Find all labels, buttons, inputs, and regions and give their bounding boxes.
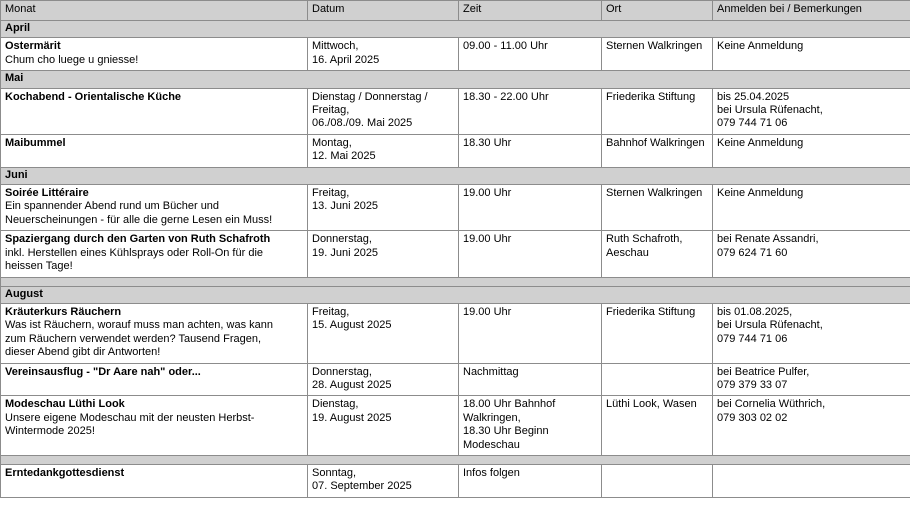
month-header-row [1, 21, 910, 38]
event-registration-cell-line: Keine Anmeldung [717, 136, 804, 149]
event-time-cell [459, 363, 602, 396]
event-description-line: Was ist Räuchern, worauf muss man achten, was kann [5, 319, 273, 332]
event-registration-cell-line: 079 744 71 06 [717, 117, 788, 130]
event-registration-cell-line: bei Cornelia Wüthrich, [717, 398, 826, 411]
event-date-cell-line: Sonntag, [312, 466, 357, 479]
column-header-anmeldung: Anmelden bei / Bemerkungen [713, 1, 910, 21]
event-time-cell [459, 88, 602, 134]
event-date-cell [308, 231, 459, 277]
event-date-cell [308, 38, 459, 71]
event-location-cell-line: Friederika Stiftung [606, 90, 696, 103]
table-row [1, 38, 910, 71]
column-header-datum: Datum [308, 1, 459, 21]
event-registration-cell-line: bei Beatrice Pulfer, [717, 365, 810, 378]
month-label: April [1, 21, 910, 38]
event-cell [1, 363, 308, 396]
event-cell [1, 185, 308, 231]
event-description-line: heissen Tage! [5, 260, 73, 273]
event-time-cell [459, 185, 602, 231]
event-location-cell [602, 134, 713, 167]
event-description-line: Chum cho luege u gniesse! [5, 53, 139, 66]
event-date-cell [308, 88, 459, 134]
event-location-cell [602, 38, 713, 71]
event-date-cell-line: Donnerstag, [312, 365, 372, 378]
event-registration-cell [713, 231, 910, 277]
event-date-cell-line: 28. August 2025 [312, 378, 392, 391]
month-label: Mai [1, 71, 910, 88]
event-title: Spaziergang durch den Garten von Ruth Schafroth [5, 233, 271, 246]
event-registration-cell-line: 079 303 02 02 [717, 411, 788, 424]
event-registration-cell-line: bis 01.08.2025, [717, 305, 793, 318]
event-location-cell [602, 464, 713, 497]
table-header [1, 1, 910, 21]
event-location-cell-line: Ruth Schafroth, [606, 233, 683, 246]
table-row [1, 185, 910, 231]
event-time-cell-line: 19.00 Uhr [463, 305, 512, 318]
column-header-ort: Ort [602, 1, 713, 21]
event-cell [1, 464, 308, 497]
event-time-cell-line: Modeschau [463, 438, 520, 451]
event-title: Soirée Littéraire [5, 187, 89, 200]
event-description-line: Wintermode 2025! [5, 425, 95, 438]
event-cell [1, 396, 308, 456]
event-registration-cell [713, 134, 910, 167]
event-registration-cell-line: 079 624 71 60 [717, 246, 788, 259]
spacer-cell [1, 455, 910, 464]
event-time-cell [459, 38, 602, 71]
event-registration-cell [713, 38, 910, 71]
spacer-row [1, 277, 910, 286]
event-date-cell-line: 06./08./09. Mai 2025 [312, 117, 413, 130]
event-time-cell-line: 19.00 Uhr [463, 233, 512, 246]
event-title: Ostermärit [5, 40, 61, 53]
event-location-cell [602, 231, 713, 277]
event-registration-cell [713, 185, 910, 231]
event-date-cell-line: 16. April 2025 [312, 53, 380, 66]
event-date-cell-line: Dienstag, [312, 398, 359, 411]
event-registration-cell-line: 079 744 71 06 [717, 332, 788, 345]
event-date-cell [308, 396, 459, 456]
event-time-cell-line: 19.00 Uhr [463, 187, 512, 200]
event-date-cell-line: Donnerstag, [312, 233, 372, 246]
event-registration-cell-line: Keine Anmeldung [717, 40, 804, 53]
event-date-cell-line: 13. Juni 2025 [312, 200, 379, 213]
event-location-cell [602, 88, 713, 134]
column-header-monat: Monat [1, 1, 308, 21]
event-registration-cell-line: bei Ursula Rüfenacht, [717, 319, 823, 332]
event-date-cell-line: 12. Mai 2025 [312, 150, 376, 163]
table-row [1, 88, 910, 134]
event-time-cell-line: 18.30 Uhr [463, 136, 512, 149]
event-registration-cell [713, 363, 910, 396]
event-date-cell-line: Freitag, [312, 104, 350, 117]
event-registration-cell-line: 079 379 33 07 [717, 378, 788, 391]
month-label: Juni [1, 167, 910, 184]
event-registration-cell-line: bei Ursula Rüfenacht, [717, 104, 823, 117]
event-cell [1, 88, 308, 134]
event-date-cell-line: 19. August 2025 [312, 411, 392, 424]
event-title: Kochabend - Orientalische Küche [5, 90, 182, 103]
event-date-cell [308, 185, 459, 231]
event-registration-cell-line: bei Renate Assandri, [717, 233, 819, 246]
event-time-cell-line: 18.30 Uhr Beginn [463, 425, 549, 438]
event-date-cell [308, 303, 459, 363]
table-row [1, 464, 910, 497]
table-row [1, 134, 910, 167]
event-title: Kräuterkurs Räuchern [5, 305, 122, 318]
table-row [1, 363, 910, 396]
month-label: August [1, 286, 910, 303]
event-title: Vereinsausflug - "Dr Aare nah" oder... [5, 365, 201, 378]
event-cell [1, 134, 308, 167]
event-cell [1, 38, 308, 71]
spacer-cell [1, 277, 910, 286]
event-time-cell-line: Infos folgen [463, 466, 520, 479]
table-body [1, 21, 910, 498]
event-registration-cell [713, 464, 910, 497]
event-date-cell [308, 134, 459, 167]
event-date-cell-line: Mittwoch, [312, 40, 359, 53]
event-location-cell [602, 185, 713, 231]
event-location-cell-line: Friederika Stiftung [606, 305, 696, 318]
event-title: Erntedankgottesdienst [5, 466, 125, 479]
event-date-cell-line: Montag, [312, 136, 352, 149]
event-date-cell-line: 19. Juni 2025 [312, 246, 379, 259]
month-header-row [1, 167, 910, 184]
event-date-cell-line: Dienstag / Donnerstag / [312, 90, 428, 103]
event-description-line: inkl. Herstellen eines Kühlsprays oder Roll-On für die [5, 246, 264, 259]
table-row [1, 303, 910, 363]
event-location-cell-line: Lüthi Look, Wasen [606, 398, 697, 411]
header-row [1, 1, 910, 21]
event-date-cell [308, 464, 459, 497]
event-location-cell [602, 396, 713, 456]
event-date-cell [308, 363, 459, 396]
event-location-cell-line: Aeschau [606, 246, 649, 259]
event-time-cell [459, 303, 602, 363]
event-cell [1, 303, 308, 363]
event-date-cell-line: Freitag, [312, 187, 350, 200]
event-time-cell-line: 18.30 - 22.00 Uhr [463, 90, 549, 103]
event-location-cell-line: Sternen Walkringen [606, 187, 703, 200]
event-description-line: Neuerscheinungen - für alle die gerne Lesen ein Muss! [5, 213, 273, 226]
month-header-row [1, 286, 910, 303]
event-time-cell [459, 464, 602, 497]
event-description-line: Ein spannender Abend rund um Bücher und [5, 200, 220, 213]
event-time-cell-line: 09.00 - 11.00 Uhr [463, 40, 548, 53]
event-cell [1, 231, 308, 277]
table-row [1, 396, 910, 456]
event-registration-cell-line: bis 25.04.2025 [717, 90, 790, 103]
event-date-cell-line: 15. August 2025 [312, 319, 392, 332]
event-time-cell [459, 231, 602, 277]
table-row [1, 231, 910, 277]
event-time-cell-line: Walkringen, [463, 411, 521, 424]
event-description-line: Unsere eigene Modeschau mit der neusten Herbst- [5, 411, 255, 424]
event-description-line: zum Räuchern verwendet werden? Tausend Fragen, [5, 332, 262, 345]
event-registration-cell [713, 303, 910, 363]
event-description-line: dieser Abend gibt dir Antworten! [5, 346, 161, 359]
event-location-cell [602, 303, 713, 363]
event-location-cell-line: Bahnhof Walkringen [606, 136, 705, 149]
event-date-cell-line: 07. September 2025 [312, 480, 412, 493]
event-title: Maibummel [5, 136, 66, 149]
month-header-row [1, 71, 910, 88]
event-location-cell [602, 363, 713, 396]
event-time-cell [459, 396, 602, 456]
event-title: Modeschau Lüthi Look [5, 398, 125, 411]
column-header-zeit: Zeit [459, 1, 602, 21]
event-time-cell [459, 134, 602, 167]
event-registration-cell [713, 88, 910, 134]
event-registration-cell-line: Keine Anmeldung [717, 187, 804, 200]
spacer-row [1, 455, 910, 464]
event-time-cell-line: Nachmittag [463, 365, 519, 378]
event-registration-cell [713, 396, 910, 456]
event-time-cell-line: 18.00 Uhr Bahnhof [463, 398, 556, 411]
event-location-cell-line: Sternen Walkringen [606, 40, 703, 53]
event-date-cell-line: Freitag, [312, 305, 350, 318]
